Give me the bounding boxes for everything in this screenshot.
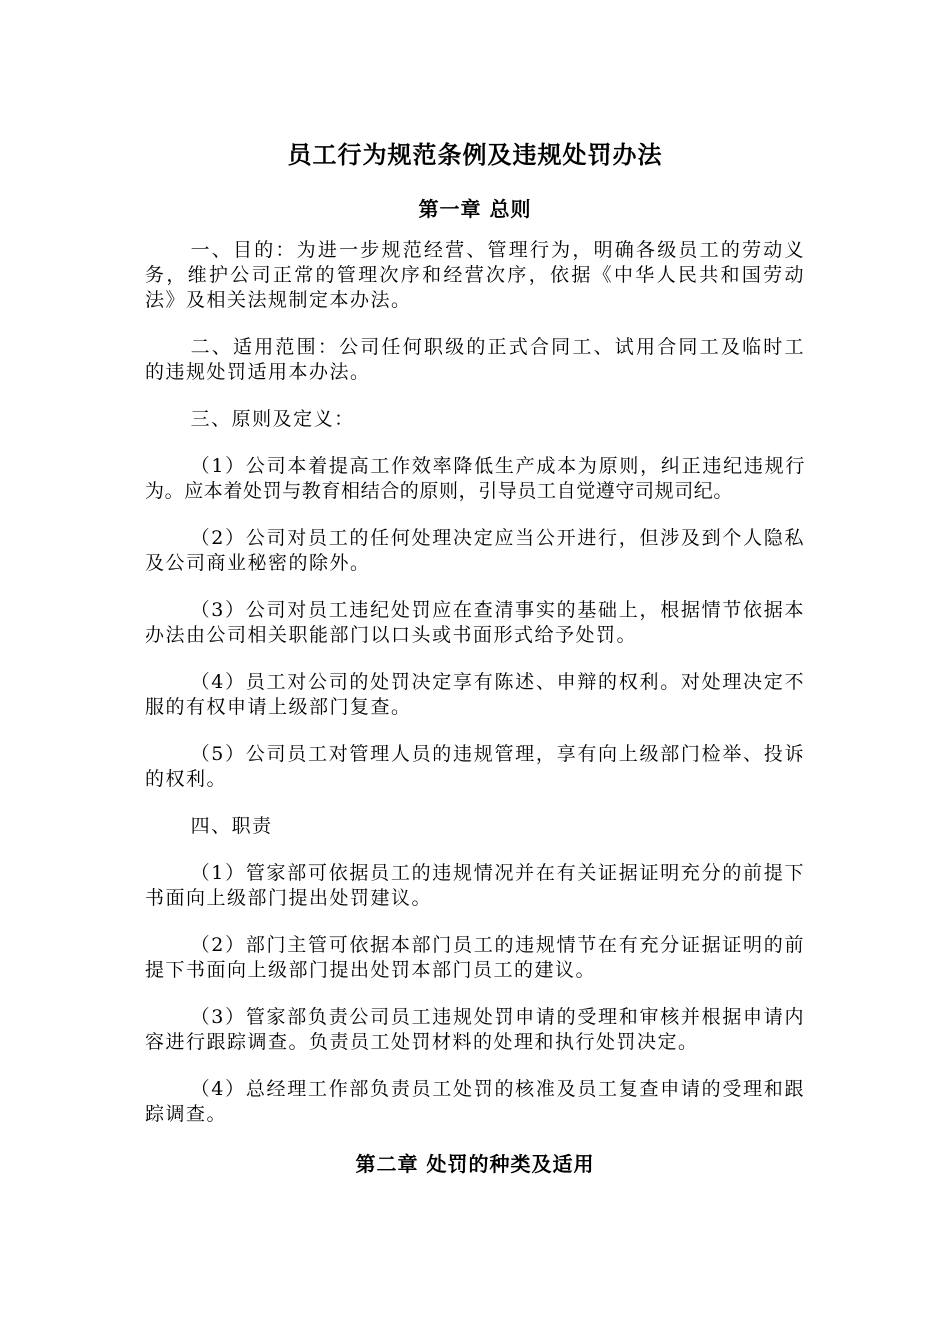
paragraph-principle-3: （3）公司对员工违纪处罚应在查清事实的基础上，根据情节依据本办法由公司相关职能部门以口头或书面形式给予处罚。	[145, 599, 805, 646]
chapter-1-heading: 第一章 总则	[418, 197, 532, 221]
paragraph-principles-heading: 三、原则及定义：	[190, 408, 355, 430]
paragraph-scope: 二、适用范围：公司任何职级的正式合同工、试用合同工及临时工的违规处罚适用本办法。	[145, 336, 805, 383]
paragraph-duty-1: （1）管家部可依据员工的违规情况并在有关证据证明充分的前提下书面向上级部门提出处罚建议。	[145, 862, 805, 909]
paragraph-duty-4: （4）总经理工作部负责员工处罚的核准及员工复查申请的受理和跟踪调查。	[145, 1078, 805, 1125]
paragraph-principle-1: （1）公司本着提高工作效率降低生产成本为原则，纠正违纪违规行为。应本着处罚与教育相结合的原则，引导员工自觉遵守司规司纪。	[145, 455, 805, 502]
paragraph-purpose: 一、目的：为进一步规范经营、管理行为，明确各级员工的劳动义务，维护公司正常的管理次序和经营次序，依据《中华人民共和国劳动法》及相关法规制定本办法。	[145, 239, 805, 311]
paragraph-duties-heading: 四、职责	[190, 815, 273, 837]
paragraph-principle-2: （2）公司对员工的任何处理决定应当公开进行，但涉及到个人隐私及公司商业秘密的除外。	[145, 527, 805, 574]
document-title: 员工行为规范条例及违规处罚办法	[287, 141, 663, 169]
chapter-2-heading: 第二章 处罚的种类及适用	[355, 1152, 595, 1176]
paragraph-principle-4: （4）员工对公司的处罚决定享有陈述、申辩的权利。对处理决定不服的有权申请上级部门复查。	[145, 671, 805, 718]
paragraph-duty-2: （2）部门主管可依据本部门员工的违规情节在有充分证据证明的前提下书面向上级部门提出处罚本部门员工的建议。	[145, 934, 805, 981]
paragraph-principle-5: （5）公司员工对管理人员的违规管理，享有向上级部门检举、投诉的权利。	[145, 743, 805, 790]
document-page	[145, 120, 805, 1193]
paragraph-duty-3: （3）管家部负责公司员工违规处罚申请的受理和审核并根据申请内容进行跟踪调查。负责员工处罚材料的处理和执行处罚决定。	[145, 1006, 805, 1053]
